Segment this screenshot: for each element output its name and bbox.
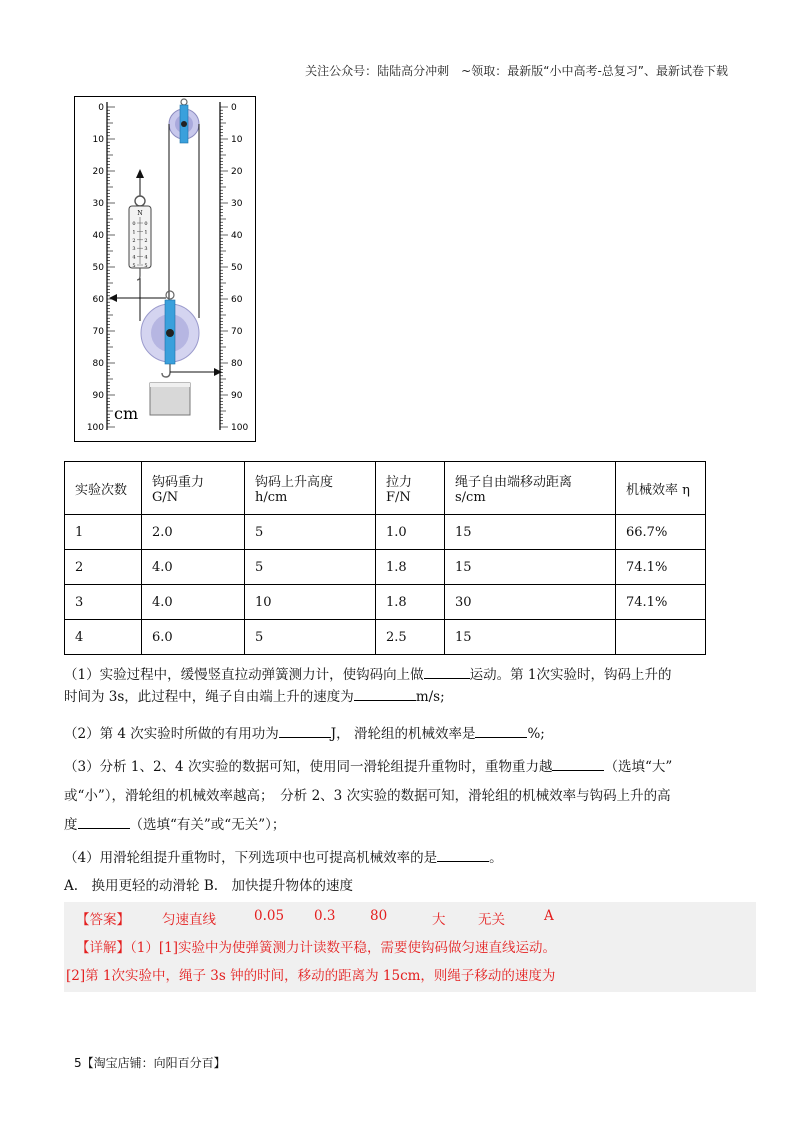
table-row xyxy=(65,515,706,550)
ruler-label: 60 xyxy=(92,295,104,305)
table-cell: 5 xyxy=(245,550,376,585)
detail-line xyxy=(76,936,556,956)
answer-blank[interactable] xyxy=(78,814,130,829)
pulley-diagram xyxy=(74,96,256,442)
ruler-label: 60 xyxy=(231,295,243,305)
question-text: （2）第 4 次实验时所做的有用功为 xyxy=(64,726,279,742)
table-cell: 2 xyxy=(65,550,142,585)
answer-line xyxy=(76,908,676,930)
table-cell: 1.8 xyxy=(376,585,445,620)
scale-number: 5 xyxy=(144,263,148,269)
question-text: m/s; xyxy=(415,689,445,705)
answer-blank[interactable] xyxy=(354,686,416,701)
table-cell: 15 xyxy=(445,515,616,550)
weight-block-icon xyxy=(150,383,190,415)
table-cell: 74.1% xyxy=(616,550,706,585)
table-cell: 3 xyxy=(65,585,142,620)
table-cell: 2.0 xyxy=(142,515,245,550)
table-cell: 5 xyxy=(245,515,376,550)
scale-number: 1 xyxy=(144,229,148,236)
question-3 xyxy=(64,753,744,840)
page-footer: 5【淘宝店铺：向阳百分百】 xyxy=(74,1056,226,1070)
page-header: 关注公众号：陆陆高分冲刺 ~领取：最新版“小中高考-总复习”、最新试卷下载 xyxy=(305,64,728,78)
answer-label: 【答案】 xyxy=(76,912,130,928)
header-cell: 绳子自由端移动距离 s/cm xyxy=(445,462,616,515)
ruler-label: 100 xyxy=(231,423,249,433)
detail-text: [2]第 1次实验中，绳子 3s 钟的时间，移动的距离为 15cm，则绳子移动的速度为 xyxy=(66,968,556,984)
detail-label: 【详解】 xyxy=(76,940,130,956)
scale-number: 0 xyxy=(132,221,136,227)
answer-item: A xyxy=(544,908,554,924)
answer-item: 80 xyxy=(370,908,388,924)
answer-section xyxy=(64,902,756,992)
ruler-label: 10 xyxy=(92,135,104,145)
answer-item: 无关 xyxy=(478,912,505,928)
question-text: J， 滑轮组的机械效率是 xyxy=(330,726,476,742)
scale-number: 5 xyxy=(132,263,136,269)
ruler-label: 0 xyxy=(98,103,104,113)
table-cell: 1 xyxy=(65,515,142,550)
question-text: （选填“有关”或“无关”）； xyxy=(129,817,286,833)
question-text: 度 xyxy=(64,817,78,833)
ruler-label: 50 xyxy=(231,263,243,273)
table-cell: 74.1% xyxy=(616,585,706,620)
question-text: %; xyxy=(527,726,545,742)
ruler-label: 70 xyxy=(92,327,104,337)
question-text: 运动。第 1次实验时，钩码上升的 xyxy=(469,667,672,683)
answer-blank[interactable] xyxy=(475,723,527,738)
scale-number: 4 xyxy=(132,254,136,261)
table-cell xyxy=(616,620,706,655)
detail-text: （1）[1]实验中为使弹簧测力计读数平稳，需要使钩码做匀速直线运动。 xyxy=(130,940,556,956)
table-cell: 10 xyxy=(245,585,376,620)
table-cell: 5 xyxy=(245,620,376,655)
answer-blank[interactable] xyxy=(279,723,331,738)
question-text: （选填“大” xyxy=(604,759,673,775)
ruler-label: 40 xyxy=(231,231,243,241)
answer-item: 匀速直线 xyxy=(162,912,216,928)
header-cell: 机械效率 η xyxy=(616,462,706,515)
ruler-label: 100 xyxy=(86,423,104,433)
table-row xyxy=(65,585,706,620)
ruler-label: 50 xyxy=(92,263,104,273)
scale-number: 3 xyxy=(144,246,148,253)
header-cell: 实验次数 xyxy=(65,462,142,515)
scale-number: 2 xyxy=(132,237,136,244)
question-text: 。 xyxy=(489,850,503,866)
ruler-label: 30 xyxy=(231,199,243,209)
unit-label: cm xyxy=(114,404,139,423)
answer-blank[interactable] xyxy=(424,664,470,679)
ruler-label: 90 xyxy=(231,391,243,401)
answer-blank[interactable] xyxy=(437,847,489,862)
header-cell: 钩码上升高度 h/cm xyxy=(245,462,376,515)
table-cell: 2.5 xyxy=(376,620,445,655)
scale-number: 0 xyxy=(144,221,148,227)
ruler-label: 10 xyxy=(231,135,243,145)
answer-blank[interactable] xyxy=(552,756,604,771)
ruler-label: 0 xyxy=(231,103,237,113)
table-cell: 15 xyxy=(445,620,616,655)
table-cell: 6.0 xyxy=(142,620,245,655)
table-cell: 1.0 xyxy=(376,515,445,550)
table-cell: 15 xyxy=(445,550,616,585)
header-cell: 钩码重力 G/N xyxy=(142,462,245,515)
table-cell: 4 xyxy=(65,620,142,655)
question-4 xyxy=(64,847,744,869)
ruler-label: 20 xyxy=(92,167,104,177)
ruler-label: 90 xyxy=(92,391,104,401)
scale-letter: N xyxy=(137,210,143,217)
data-table xyxy=(64,461,706,655)
ruler-label: 20 xyxy=(231,167,243,177)
question-text: （3）分析 1、2、4 次实验的数据可知，使用同一滑轮组提升重物时，重物重力越 xyxy=(64,759,553,775)
question-text: 或“小”），滑轮组的机械效率越高； 分析 2、3 次实验的数据可知，滑轮组的机械效率与钩码上升的高 xyxy=(64,788,671,804)
ruler-label: 80 xyxy=(92,359,104,369)
scale-number: 1 xyxy=(132,229,136,236)
answer-item: 大 xyxy=(432,912,446,928)
table-header-row xyxy=(65,462,706,515)
table-cell: 4.0 xyxy=(142,550,245,585)
table-cell: 30 xyxy=(445,585,616,620)
table-row xyxy=(65,620,706,655)
table-cell: 1.8 xyxy=(376,550,445,585)
answer-item: 0.05 xyxy=(254,908,285,924)
question-text: 时间为 3s，此过程中，绳子自由端上升的速度为 xyxy=(64,689,354,705)
ruler-label: 80 xyxy=(231,359,243,369)
table-cell: 4.0 xyxy=(142,585,245,620)
header-cell: 拉力 F/N xyxy=(376,462,445,515)
question-text: （4）用滑轮组提升重物时，下列选项中也可提高机械效率的是 xyxy=(64,850,438,866)
question-4-options: A. 换用更轻的动滑轮 B. 加快提升物体的速度 xyxy=(64,878,354,894)
question-1 xyxy=(64,664,744,708)
ruler-label: 40 xyxy=(92,231,104,241)
table-cell: 66.7% xyxy=(616,515,706,550)
answer-item: 0.3 xyxy=(314,908,336,924)
ruler-label: 70 xyxy=(231,327,243,337)
scale-number: 3 xyxy=(132,246,136,253)
ruler-label: 30 xyxy=(92,199,104,209)
scale-number: 4 xyxy=(144,254,148,261)
table-row xyxy=(65,550,706,585)
scale-number: 2 xyxy=(144,237,148,244)
question-2 xyxy=(64,723,744,745)
question-text: （1）实验过程中，缓慢竖直拉动弹簧测力计，使钩码向上做 xyxy=(64,667,424,683)
